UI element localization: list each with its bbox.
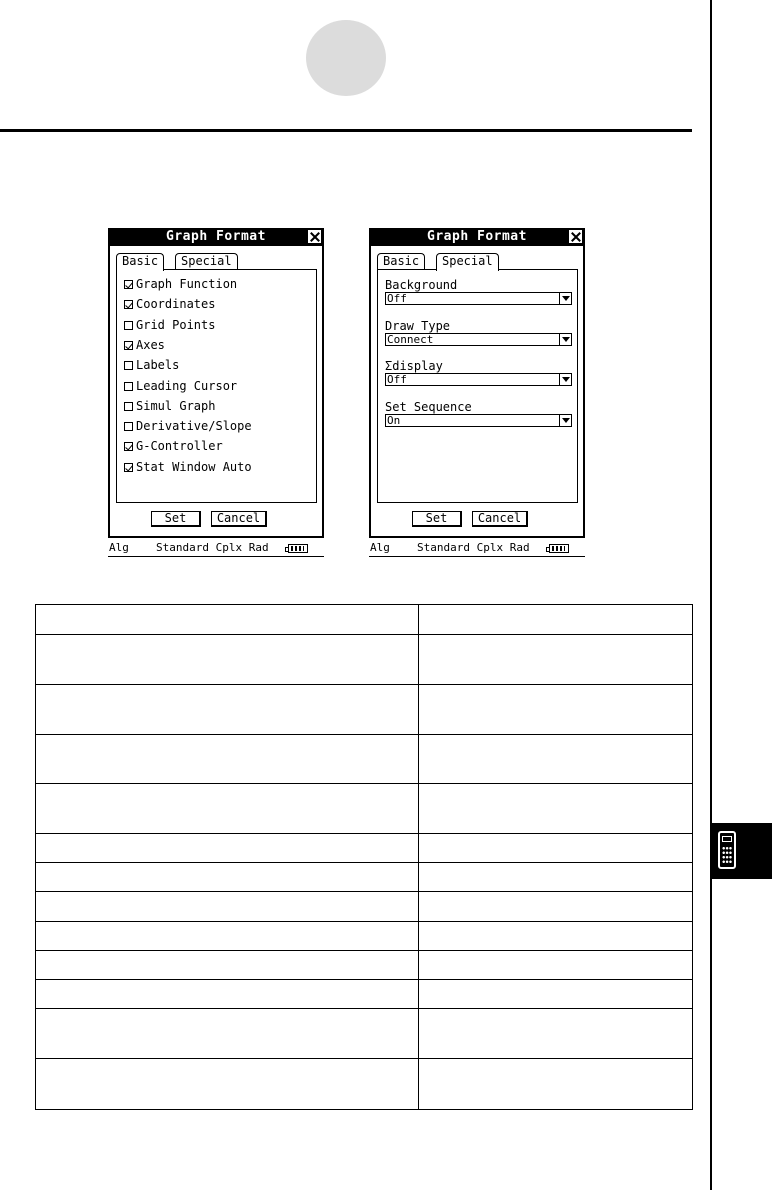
table-row — [36, 951, 693, 980]
table-cell — [36, 1059, 419, 1110]
table-cell — [419, 980, 693, 1009]
field-label: Draw Type — [385, 318, 451, 333]
table-cell — [419, 784, 693, 834]
checkbox-checked-icon[interactable] — [124, 442, 133, 451]
table-cell — [36, 1009, 419, 1059]
checkbox-label: Derivative/Slope — [136, 419, 252, 434]
table-cell — [36, 685, 419, 735]
table-cell — [419, 685, 693, 735]
tab-panel-basic — [116, 269, 317, 503]
dropdown-select[interactable] — [385, 292, 572, 305]
tab-special[interactable]: Special — [175, 253, 238, 270]
table-cell — [419, 605, 693, 635]
status-info: Standard Cplx Rad — [156, 541, 269, 554]
status-bar — [369, 540, 585, 557]
page-header-circle — [306, 20, 386, 96]
dropdown-arrow-icon[interactable] — [559, 334, 571, 345]
table-cell — [419, 735, 693, 784]
checkbox-label: Stat Window Auto — [136, 459, 252, 474]
checkbox-checked-icon[interactable] — [124, 300, 133, 309]
table-cell — [36, 980, 419, 1009]
calculator-icon — [718, 831, 736, 869]
dialog-title: Graph Format — [427, 229, 527, 244]
table-row — [36, 735, 693, 784]
battery-icon — [288, 544, 308, 553]
checkbox-label: Graph Function — [136, 277, 238, 291]
checkbox-option[interactable] — [124, 296, 215, 312]
table-row — [36, 605, 693, 635]
status-mode: Alg — [109, 541, 129, 554]
checkbox-option[interactable] — [124, 317, 215, 333]
table-cell — [419, 635, 693, 685]
dropdown-select[interactable] — [385, 333, 572, 346]
field-label: Set Sequence — [385, 399, 472, 414]
status-info: Standard Cplx Rad — [417, 541, 530, 554]
table-row — [36, 1009, 693, 1059]
checkbox-unchecked-icon[interactable] — [124, 382, 133, 391]
close-icon[interactable] — [308, 230, 321, 243]
checkbox-unchecked-icon[interactable] — [124, 321, 133, 330]
table-row — [36, 863, 693, 892]
header-rule — [0, 129, 692, 132]
table-cell — [36, 605, 419, 635]
table-row — [36, 892, 693, 922]
table-cell — [36, 951, 419, 980]
dropdown-select[interactable] — [385, 414, 572, 427]
checkbox-label: Leading Cursor — [136, 378, 238, 393]
checkbox-option[interactable] — [124, 398, 215, 414]
checkbox-option[interactable] — [124, 438, 223, 454]
checkbox-unchecked-icon[interactable] — [124, 361, 133, 370]
table-cell — [36, 922, 419, 951]
table-row — [36, 922, 693, 951]
dialog-titlebar — [108, 228, 324, 246]
table-cell — [36, 863, 419, 892]
checkbox-checked-icon[interactable] — [124, 280, 133, 289]
table-cell — [419, 1059, 693, 1110]
checkbox-unchecked-icon[interactable] — [124, 402, 133, 411]
table-row — [36, 635, 693, 685]
checkbox-label: Coordinates — [136, 297, 216, 312]
close-icon[interactable] — [569, 230, 582, 243]
table-row — [36, 784, 693, 834]
tab-special[interactable]: Special — [436, 253, 499, 271]
chapter-tab — [710, 823, 772, 879]
dialog-titlebar — [369, 228, 585, 246]
table-row — [36, 685, 693, 735]
status-mode: Alg — [370, 541, 390, 554]
table-row — [36, 1059, 693, 1110]
checkbox-label: Simul Graph — [136, 398, 216, 413]
dropdown-arrow-icon[interactable] — [559, 374, 571, 385]
set-button[interactable]: Set — [412, 511, 462, 527]
table-cell — [36, 892, 419, 922]
table-cell — [36, 735, 419, 784]
dropdown-value: Off — [387, 292, 407, 305]
checkbox-label: Grid Points — [136, 317, 216, 332]
cancel-button[interactable]: Cancel — [472, 511, 528, 527]
battery-icon — [549, 544, 569, 553]
side-margin-rule — [710, 0, 712, 1190]
tab-basic[interactable]: Basic — [377, 253, 425, 270]
table-cell — [36, 784, 419, 834]
graph-format-dialog-basic — [108, 228, 324, 558]
checkbox-option[interactable] — [124, 357, 179, 373]
checkbox-option[interactable] — [124, 276, 237, 292]
status-bar — [108, 540, 324, 557]
cancel-button[interactable]: Cancel — [211, 511, 267, 527]
checkbox-label: Axes — [136, 337, 165, 352]
checkbox-checked-icon[interactable] — [124, 463, 133, 472]
table-cell — [419, 863, 693, 892]
checkbox-option[interactable] — [124, 418, 252, 434]
table-cell — [419, 892, 693, 922]
tab-basic[interactable]: Basic — [116, 253, 164, 271]
checkbox-label: G-Controller — [136, 439, 223, 454]
field-label: Σdisplay — [385, 359, 443, 373]
checkbox-label: Labels — [136, 358, 180, 373]
dialog-title: Graph Format — [166, 229, 266, 244]
dropdown-value: Off — [387, 373, 407, 386]
dropdown-arrow-icon[interactable] — [559, 415, 571, 426]
table-cell — [419, 922, 693, 951]
table-cell — [36, 834, 419, 863]
checkbox-checked-icon[interactable] — [124, 341, 133, 350]
field-label: Background — [385, 278, 458, 292]
set-button[interactable]: Set — [151, 511, 201, 527]
table-cell — [419, 834, 693, 863]
table-row — [36, 834, 693, 863]
settings-table — [35, 604, 693, 1110]
dropdown-value: Connect — [387, 332, 434, 346]
table-cell — [36, 635, 419, 685]
checkbox-unchecked-icon[interactable] — [124, 422, 133, 431]
table-row — [36, 980, 693, 1009]
checkbox-option[interactable] — [124, 459, 252, 475]
checkbox-option[interactable] — [124, 378, 237, 394]
dropdown-arrow-icon[interactable] — [559, 293, 571, 304]
table-cell — [419, 1009, 693, 1059]
checkbox-option[interactable] — [124, 337, 165, 353]
graph-format-dialog-special — [369, 228, 585, 558]
table-cell — [419, 951, 693, 980]
dropdown-value: On — [387, 413, 401, 427]
tab-panel-special — [377, 269, 578, 503]
dropdown-select[interactable] — [385, 373, 572, 386]
